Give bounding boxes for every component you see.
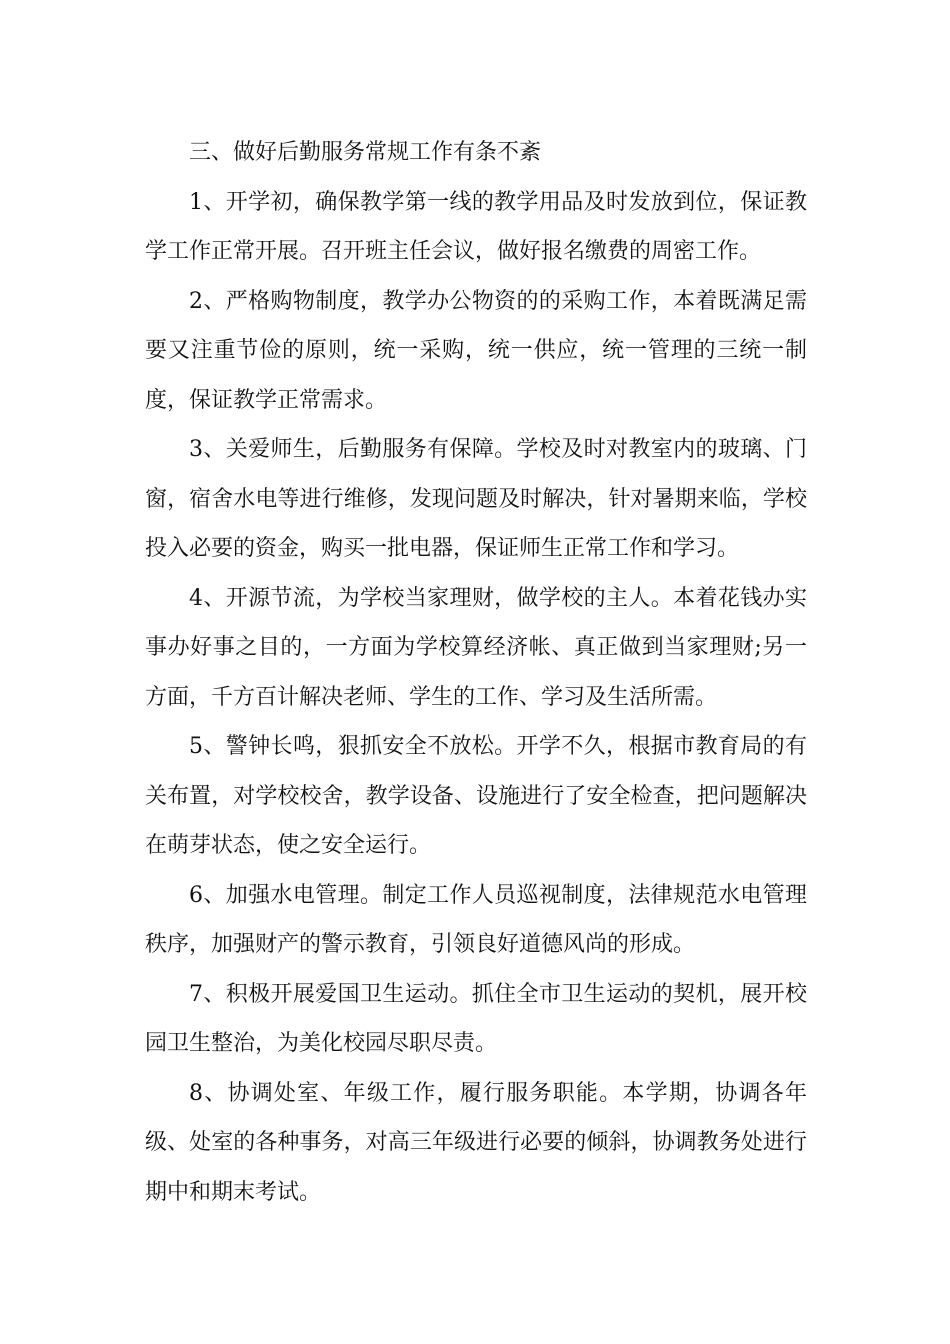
paragraph-7: 7、积极开展爱国卫生运动。抓住全市卫生运动的契机，展开校园卫生整治，为美化校园尽职尽责。 (145, 981, 807, 1056)
document-body (145, 128, 807, 1217)
paragraph-3: 3、关爱师生，后勤服务有保障。学校及时对教室内的玻璃、门窗，宿舍水电等进行维修，发现问题及时解决，针对暑期来临，学校投入必要的资金，购买一批电器，保证师生正常工作和学习。 (145, 437, 807, 561)
section-heading: 三、做好后勤服务常规工作有条不紊 (189, 140, 542, 165)
paragraph-2: 2、严格购物制度，教学办公物资的的采购工作，本着既满足需要又注重节俭的原则，统一采购，统一供应，统一管理的三统一制度，保证教学正常需求。 (145, 288, 807, 413)
paragraph-4: 4、开源节流，为学校当家理财，做学校的主人。本着花钱办实事办好事之目的，一方面为学校算经济帐、真正做到当家理财;另一方面，千方百计解决老师、学生的工作、学习及生活所需。 (145, 585, 807, 710)
paragraph-6: 6、加强水电管理。制定工作人员巡视制度，法律规范水电管理秩序，加强财产的警示教育，引领良好道德风尚的形成。 (145, 882, 807, 957)
paragraph-1: 1、开学初，确保教学第一线的教学用品及时发放到位，保证教学工作正常开展。召开班主任会议，做好报名缴费的周密工作。 (145, 189, 807, 264)
paragraph-8: 8、协调处室、年级工作，履行服务职能。本学期，协调各年级、处室的各种事务，对高三年级进行必要的倾斜，协调教务处进行期中和期末考试。 (145, 1080, 807, 1205)
paragraph-5: 5、警钟长鸣，狠抓安全不放松。开学不久，根据市教育局的有关布置，对学校校舍，教学设备、设施进行了安全检查，把问题解决在萌芽状态，使之安全运行。 (145, 734, 807, 858)
